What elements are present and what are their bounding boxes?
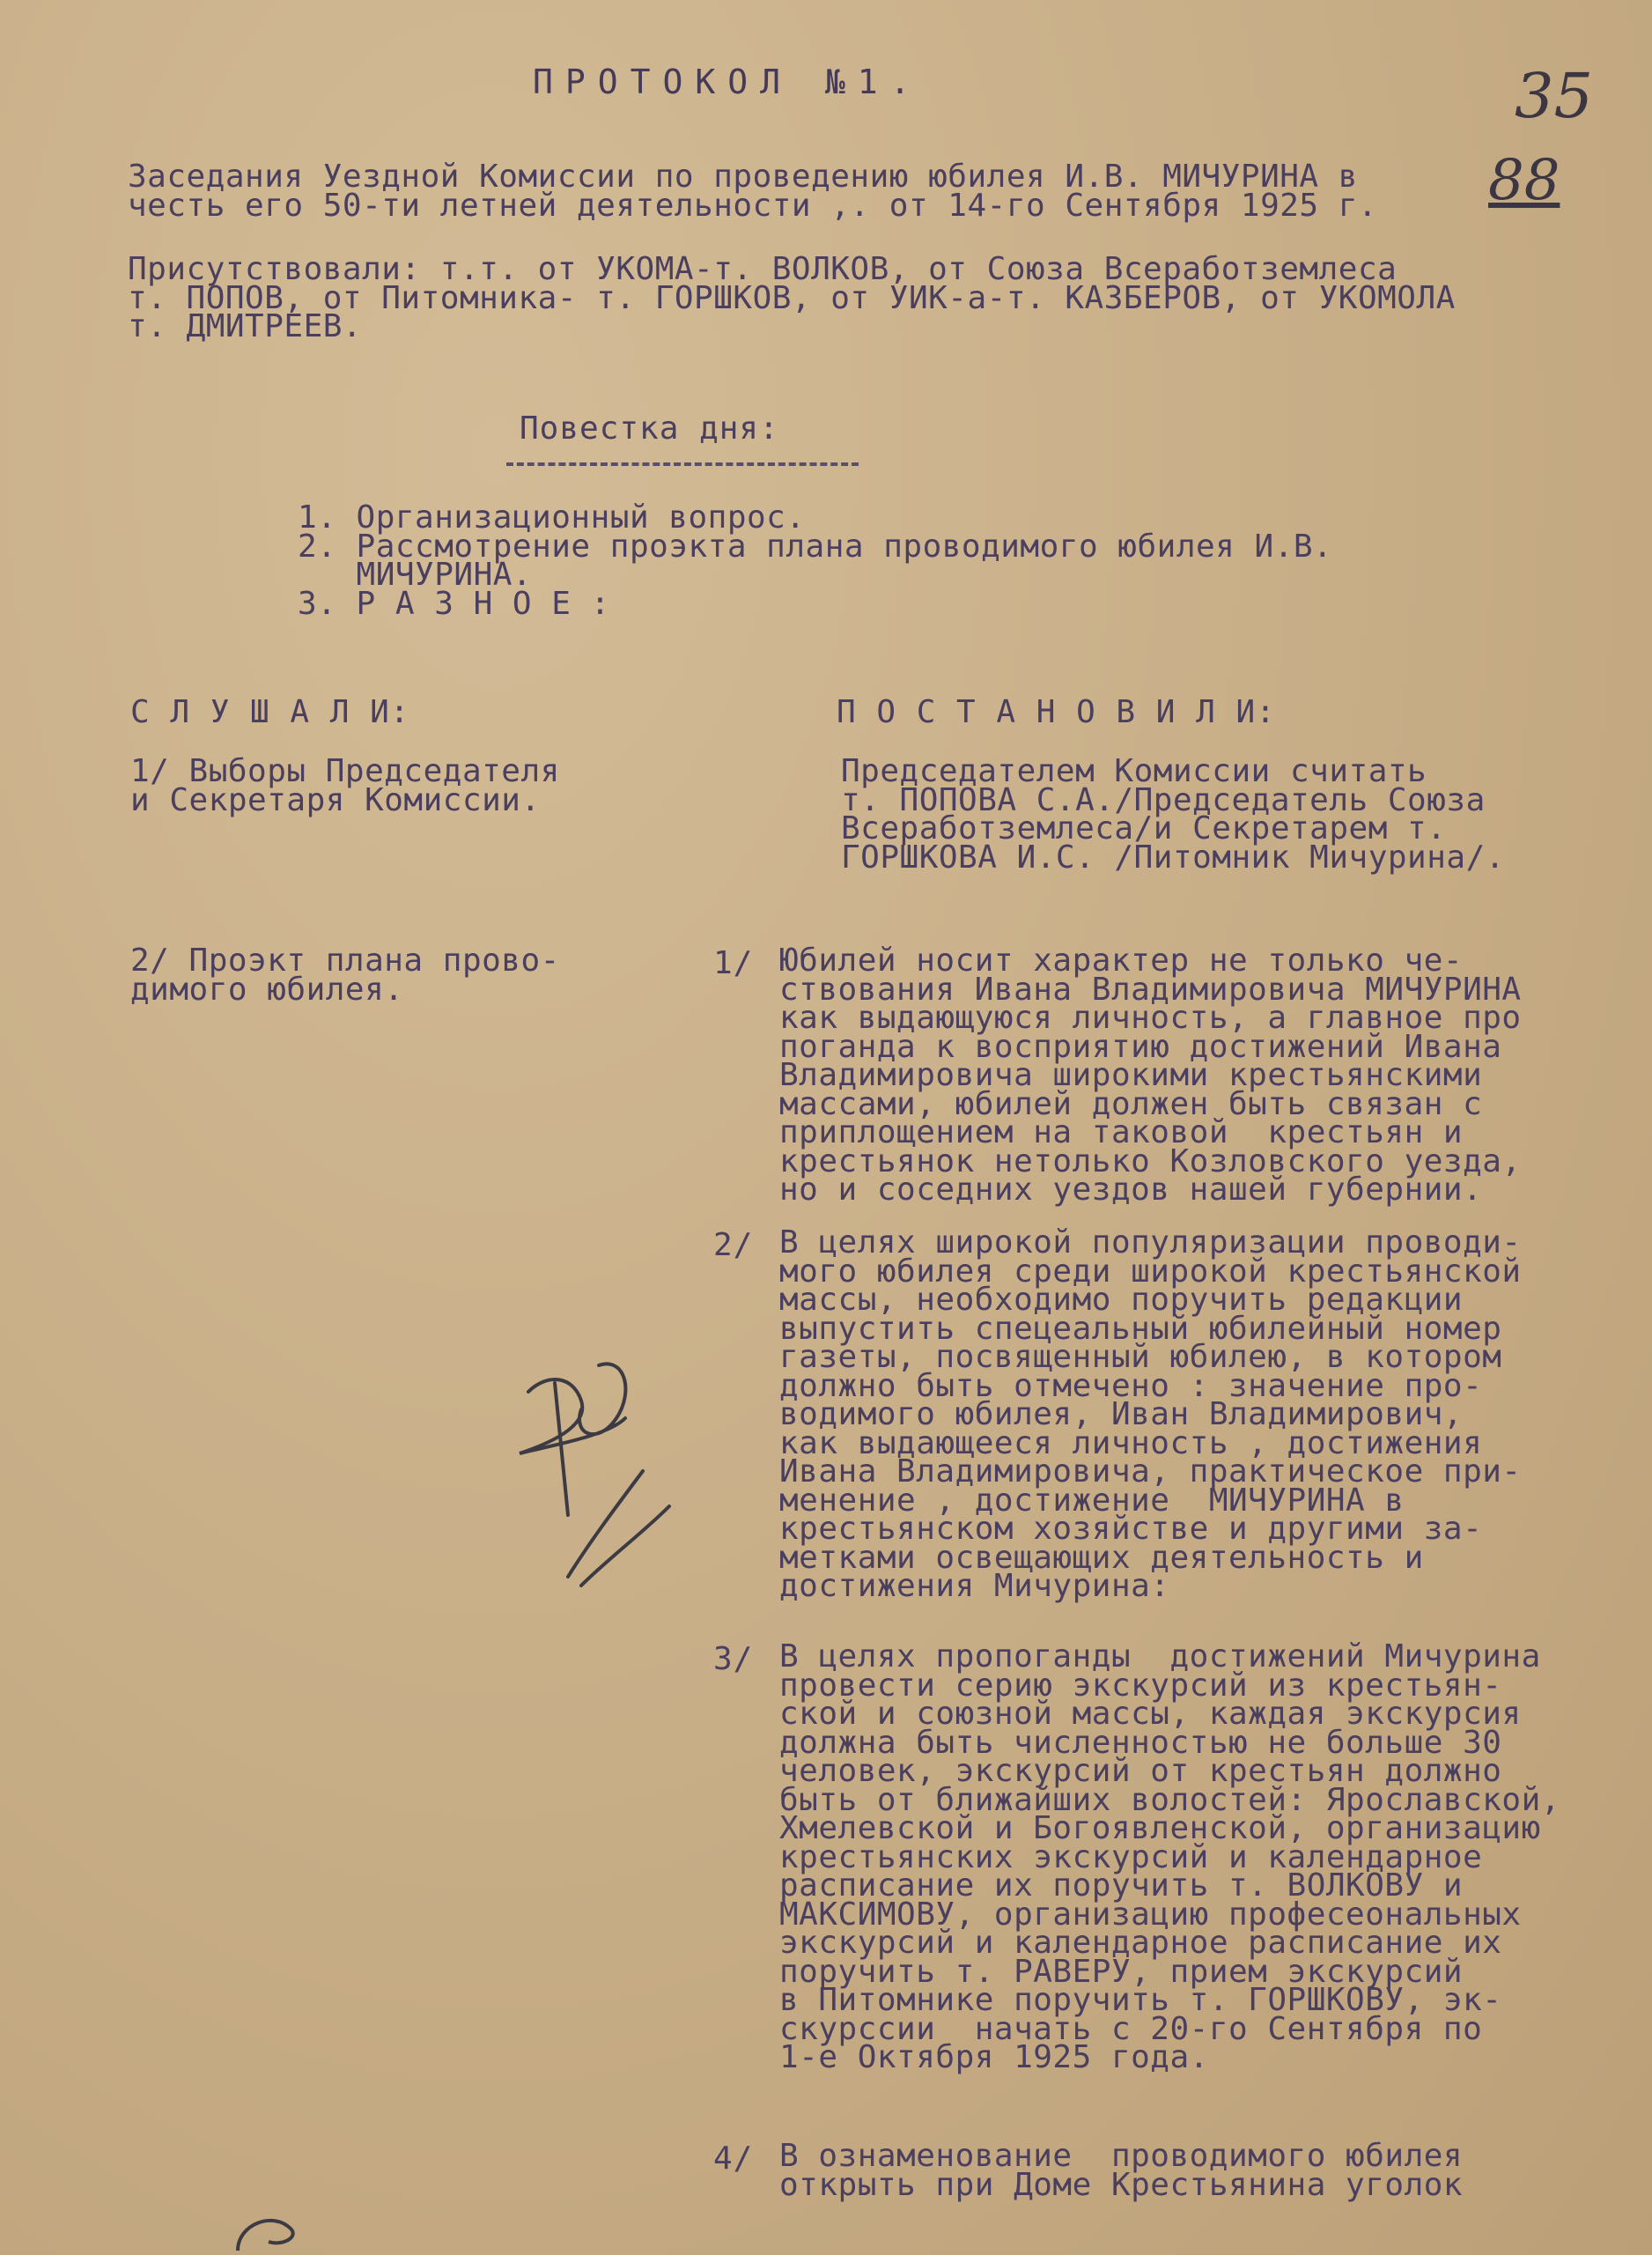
resolution-line: Юбилей носит характер не только че- bbox=[779, 943, 1464, 979]
resolution-line: ствования Ивана Владимировича МИЧУРИНА bbox=[779, 971, 1522, 1008]
resolution-line: метками освещающих деятельность и bbox=[779, 1539, 1424, 1576]
resolution-line: поганда к восприятию достижений Ивана bbox=[779, 1028, 1502, 1065]
resolution-line: Ивана Владимировича, практическое при- bbox=[779, 1453, 1522, 1490]
item2-heard bbox=[130, 943, 560, 1008]
resolution-line: 1-е Октября 1925 года. bbox=[779, 2039, 1209, 2075]
resolution-line: крестьянских экскурсий и календарное bbox=[779, 1838, 1483, 1875]
agenda-item: МИЧУРИНА. bbox=[298, 557, 533, 593]
agenda-heading: Повестка дня: bbox=[520, 410, 779, 447]
resolution-line: быть от ближайших волостей: Ярославской, bbox=[779, 1781, 1560, 1818]
resolution-line: поручить т. РАВЕРУ, прием экскурсий bbox=[779, 1953, 1464, 1990]
resolution-line: открыть при Доме Крестьянина уголок bbox=[779, 2166, 1464, 2203]
item2-heard-line: димого юбилея. bbox=[130, 971, 404, 1008]
item1-heard-line: 1/ Выборы Председателя bbox=[130, 753, 560, 789]
resolution-line: массы, необходимо поручить редакции bbox=[779, 1282, 1464, 1318]
item2-heard-line: 2/ Проэкт плана прово- bbox=[130, 943, 560, 979]
attendees-line: т. ПОПОВ, от Питомника- т. ГОРШКОВ, от УИК-а-т. КАЗБЕРОВ, от УКОМОЛА bbox=[128, 279, 1456, 316]
item1-resolved-line: ГОРШКОВА И.С. /Питомник Мичурина/. bbox=[841, 839, 1505, 876]
resolution-number: 1/ bbox=[713, 945, 754, 981]
resolution-line: скурссии начать с 20-го Сентября по bbox=[779, 2010, 1483, 2047]
resolution-line: водимого юбилея, Иван Владимирович, bbox=[779, 1396, 1464, 1432]
subtitle bbox=[128, 159, 1378, 224]
subtitle-line: Заседания Уездной Комиссии по проведению юбилея И.В. МИЧУРИНА в bbox=[128, 159, 1358, 195]
resolution-line: В целях пропоганды достижений Мичурина bbox=[779, 1638, 1541, 1675]
attendees-line: т. ДМИТРЕЕВ. bbox=[128, 308, 363, 344]
resolution-line: провести серию экскурсий из крестьян- bbox=[779, 1667, 1502, 1704]
resolution-line: человек, экскурсий от крестьян должно bbox=[779, 1753, 1502, 1789]
resolution-line: расписание их поручить т. ВОЛКОВУ и bbox=[779, 1867, 1464, 1904]
resolution-line: как выдающееся личность , достижения bbox=[779, 1424, 1483, 1461]
resolution-line: должна быть численностью не больше 30 bbox=[779, 1724, 1502, 1761]
resolved-heading: П О С Т А Н О В И Л И: bbox=[837, 694, 1276, 730]
heard-heading: С Л У Ш А Л И: bbox=[130, 694, 410, 730]
agenda-underline bbox=[506, 462, 859, 466]
resolution-line: выпустить спецеальный юбилейный номер bbox=[779, 1310, 1502, 1347]
resolution-line: менение , достижение МИЧУРИНА в bbox=[779, 1482, 1405, 1519]
item1-resolved-line: Председателем Комиссии считать bbox=[841, 753, 1427, 789]
handwritten-signature bbox=[493, 1339, 722, 1603]
resolution-line: но и соседних уездов нашей губернии. bbox=[779, 1172, 1483, 1208]
resolution-line: как выдающуюся личность, а главное про bbox=[779, 1000, 1522, 1036]
agenda-item: 1. Организационный вопрос. bbox=[298, 499, 806, 536]
item1-heard-line: и Секретаря Комиссии. bbox=[130, 781, 541, 818]
agenda-item: 2. Рассмотрение проэкта плана проводимого юбилея И.В. bbox=[298, 528, 1333, 565]
resolution-number: 3/ bbox=[713, 1641, 754, 1677]
resolution-line: массами, юбилей должен быть связан с bbox=[779, 1085, 1483, 1122]
resolution-line: В целях широкой популяризации проводи- bbox=[779, 1224, 1522, 1261]
document-title: ПРОТОКОЛ №1. bbox=[533, 63, 923, 101]
resolution-line: экскурсий и календарное расписание их bbox=[779, 1925, 1502, 1961]
resolution-line: В ознаменование проводимого юбилея bbox=[779, 2138, 1464, 2174]
resolution-line: газеты, посвященный юбилею, в котором bbox=[779, 1339, 1502, 1375]
item1-heard bbox=[130, 753, 560, 818]
resolution-line: крестьянском хозяйстве и другими за- bbox=[779, 1511, 1483, 1547]
page-number-handwritten: 35 bbox=[1515, 60, 1594, 132]
resolution-line: ской и союзной массы, каждая экскурсия bbox=[779, 1696, 1522, 1732]
resolution-line: приплощением на таковой крестьян и bbox=[779, 1114, 1464, 1150]
resolution-line: крестьянок нетолько Козловского уезда, bbox=[779, 1142, 1522, 1179]
agenda-item: 3. Р А З Н О Е : bbox=[298, 585, 610, 622]
resolution-line: МАКСИМОВУ, организацию професеональных bbox=[779, 1896, 1522, 1933]
item1-resolved-line: Всеработземлеса/и Секретарем т. bbox=[841, 810, 1447, 847]
resolution-line: Хмелевской и Богоявленской, организацию bbox=[779, 1810, 1541, 1846]
archive-number-handwritten: 88 bbox=[1488, 148, 1560, 213]
resolution-line: мого юбилея среди широкой крестьянской bbox=[779, 1253, 1522, 1290]
resolution-line: Владимировича широкими крестьянскими bbox=[779, 1057, 1483, 1093]
resolution-line: достижения Мичурина: bbox=[779, 1568, 1170, 1604]
item1-resolved-line: т. ПОПОВА С.А./Председатель Союза bbox=[841, 781, 1486, 818]
agenda-list bbox=[298, 499, 1333, 622]
corner-mark bbox=[220, 2207, 326, 2255]
subtitle-line: честь его 50-ти летней деятельности ,. от 14-го Сентября 1925 г. bbox=[128, 187, 1378, 224]
attendees-line: Присутствовали: т.т. от УКОМА-т. ВОЛКОВ, от Союза Всеработземлеса bbox=[128, 251, 1398, 287]
resolution-line: в Питомнике поручить т. ГОРШКОВУ, эк- bbox=[779, 1982, 1502, 2018]
resolution-number: 4/ bbox=[713, 2140, 754, 2177]
resolution-number: 2/ bbox=[713, 1227, 754, 1263]
attendees bbox=[128, 251, 1456, 344]
item1-resolved bbox=[841, 753, 1505, 876]
resolution-line: должно быть отмечено : значение про- bbox=[779, 1367, 1483, 1404]
